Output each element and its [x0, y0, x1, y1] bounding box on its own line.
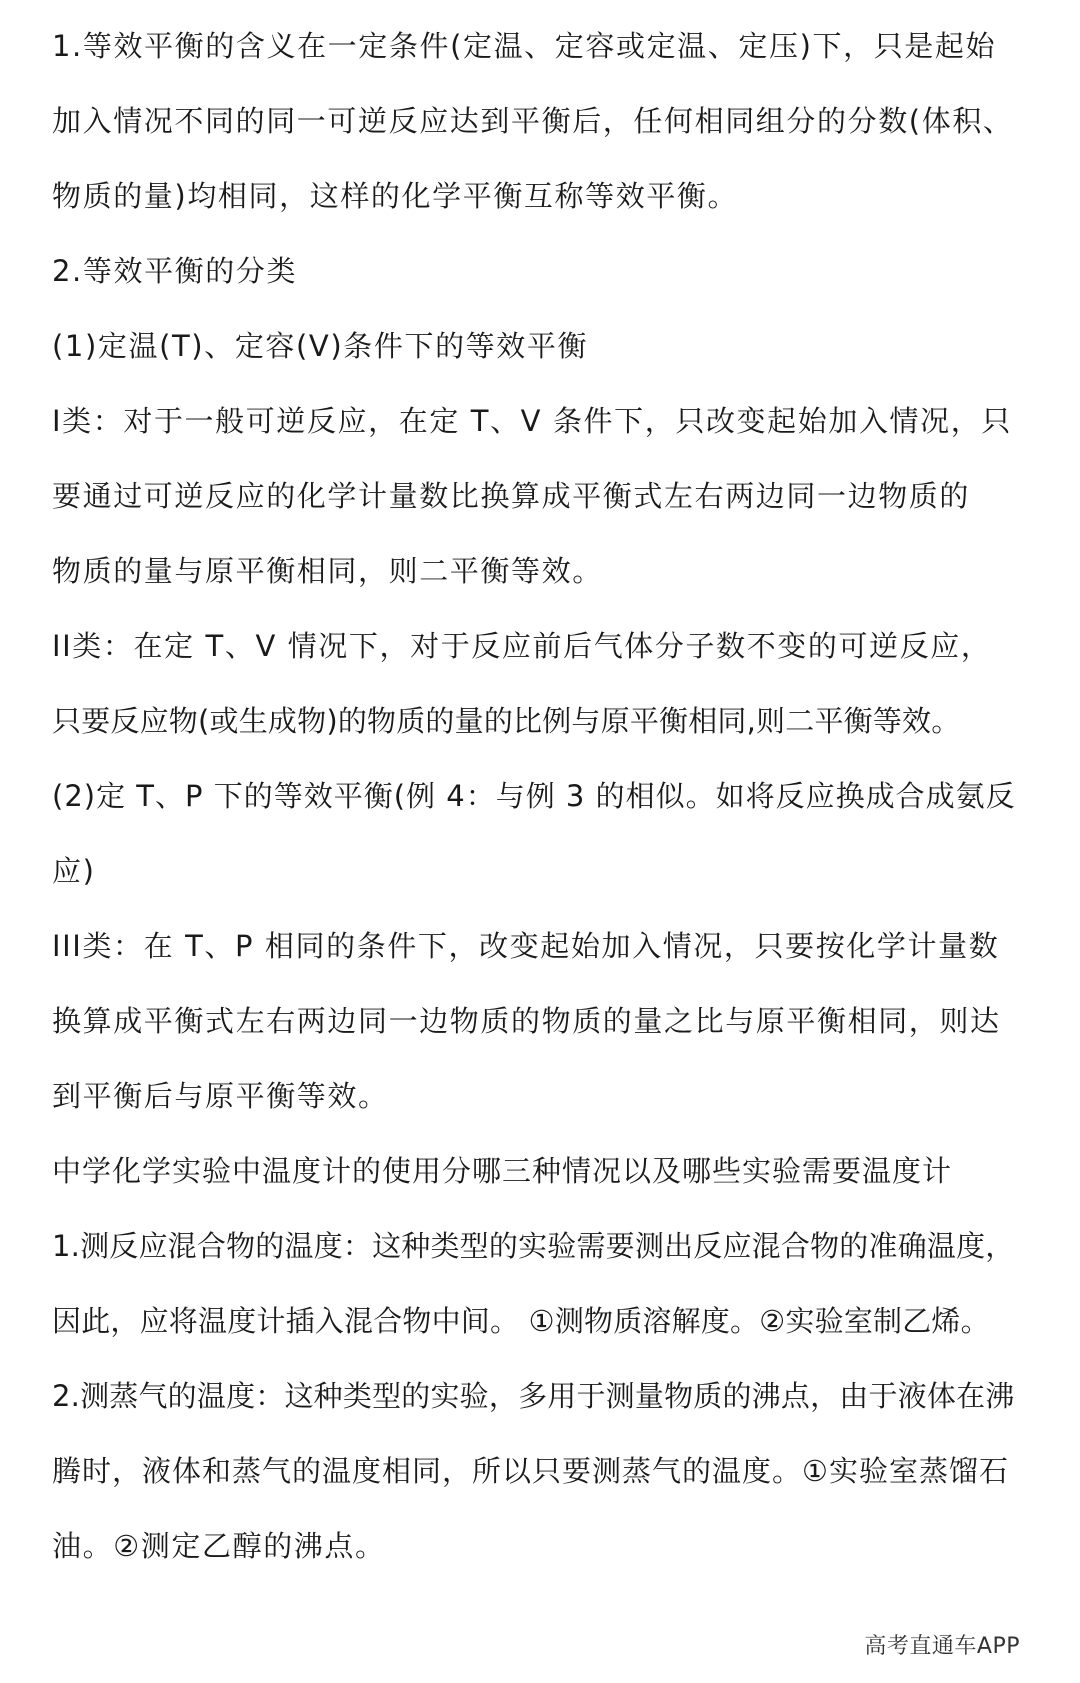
subsection-heading: (2)定 T、P 下的等效平衡(例 4：与例 3 的相似。如将反应换成合成氨反	[52, 779, 1016, 813]
text-line: 腾时，液体和蒸气的温度相同，所以只要测蒸气的温度。①实验室蒸馏石	[52, 1454, 1009, 1488]
text-line: 1.测反应混合物的温度：这种类型的实验需要测出反应混合物的准确温度，	[52, 1229, 1015, 1263]
watermark-text: 高考直通车APP	[864, 1634, 1020, 1659]
text-line: 到平衡后与原平衡等效。	[52, 1079, 389, 1113]
text-line: 换算成平衡式左右两边同一边物质的物质的量之比与原平衡相同，则达	[52, 1004, 1001, 1038]
text-line: 物质的量)均相同，这样的化学平衡互称等效平衡。	[52, 179, 739, 213]
text-line: III类：在 T、P 相同的条件下，改变起始加入情况，只要按化学计量数	[52, 929, 1000, 963]
section-heading: 2.等效平衡的分类	[52, 254, 298, 288]
text-line: 加入情况不同的同一可逆反应达到平衡后，任何相同组分的分数(体积、	[52, 104, 1014, 138]
text-line: 1.等效平衡的含义在一定条件(定温、定容或定温、定压)下，只是起始	[52, 29, 997, 63]
text-line: 因此，应将温度计插入混合物中间。 ①测物质溶解度。②实验室制乙烯。	[52, 1304, 990, 1338]
text-line: I类：对于一般可逆反应，在定 T、V 条件下，只改变起始加入情况，只	[52, 404, 1012, 438]
text-line: 物质的量与原平衡相同，则二平衡等效。	[52, 554, 603, 588]
text-line: 2.测蒸气的温度：这种类型的实验，多用于测量物质的沸点，由于液体在沸	[52, 1379, 1015, 1413]
text-line: 要通过可逆反应的化学计量数比换算成平衡式左右两边同一边物质的	[52, 479, 971, 513]
subsection-heading: (1)定温(T)、定容(V)条件下的等效平衡	[52, 329, 589, 363]
text-line: 只要反应物(或生成物)的物质的量的比例与原平衡相同,则二平衡等效。	[52, 704, 961, 738]
question-heading: 中学化学实验中温度计的使用分哪三种情况以及哪些实验需要温度计	[52, 1154, 953, 1188]
text-line: II类：在定 T、V 情况下，对于反应前后气体分子数不变的可逆反应，	[52, 629, 992, 663]
text-line: 油。②测定乙醇的沸点。	[52, 1529, 386, 1563]
text-line: 应)	[52, 854, 96, 888]
